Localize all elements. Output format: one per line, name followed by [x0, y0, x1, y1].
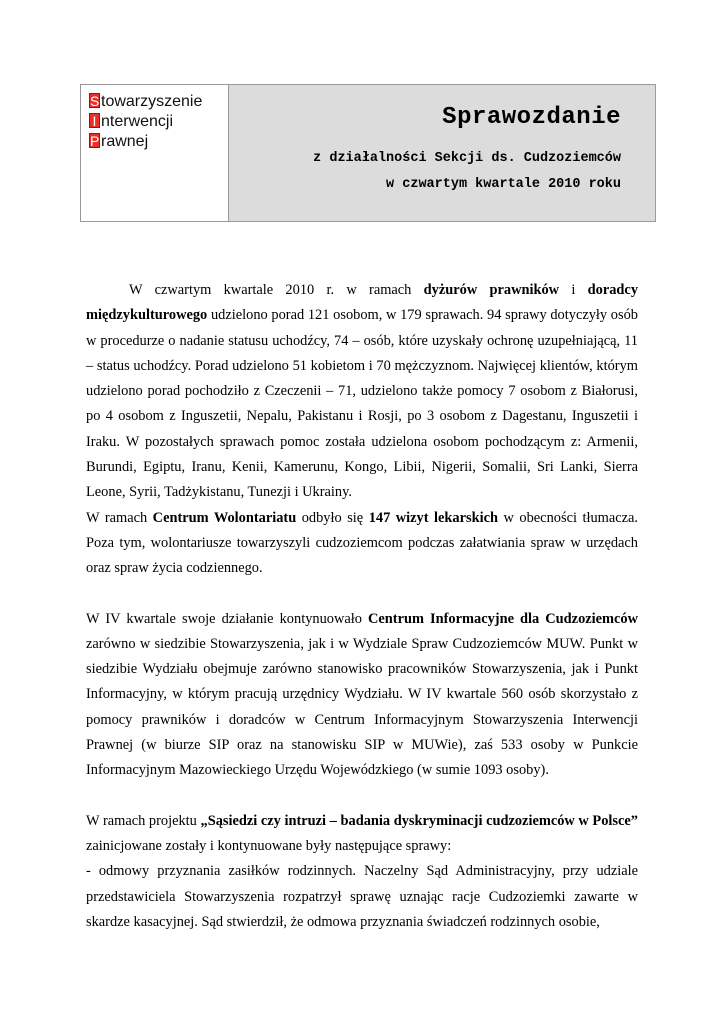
text-span: W ramach projektu [86, 812, 201, 829]
document-header [80, 84, 656, 222]
text-span: W ramach [86, 509, 153, 526]
report-subtitle-1: z działalności Sekcji ds. Cudzoziemców [313, 151, 621, 166]
text-span: i [559, 282, 588, 298]
text-span: udzielono porad 121 osobom, w 179 sprawach. 94 sprawy dotyczyły osób w procedurze o nadanie statusu uchodźcy, 74 – osób, które uzyskały ochronę uzupełniającą, 11 – status uchodźcy. Porad udzielono 51 kobietom i 70 mężczyznom. Najwięcej klientów, którym udzielono porad pochodziło z Czeczenii – 71, udzielono także pomocy 7 osobom z Białorusi, po 4 osobom z Inguszetii, Nepalu, Pakistanu i Rosji, po 3 osobom z Dagestanu, Inguszetii i Iraku. W pozostałych sprawach pomoc została udzielona osobom pochodzącym z: Armenii, Burundi, Egiptu, Iranu, Kenii, Kamerunu, Kongo, Libii, Nigerii, Somalii, Sri Lanki, Sierra Leone, Syrii, Tadżykistanu, Tunezji i Ukrainy. [86, 307, 638, 501]
logo-line-3 [89, 132, 228, 152]
bold-span: 147 wizyt lekarskich [368, 509, 499, 526]
report-title: Sprawozdanie [442, 104, 621, 131]
report-subtitle-2: w czwartym kwartale 2010 roku [386, 177, 621, 192]
text-span: - odmowy przyznania zasiłków rodzinnych. Naczelny Sąd Administracyjny, przy udziale przedstawiciela Stowarzyszenia rozpatrzył sprawę uznając racje Cudzoziemki zawarte w skardze kasacyjnej. Sąd stwierdził, że odmowa przyznania świadczeń rodzinnych osobie, [86, 863, 638, 930]
bold-span: dyżurów prawników [423, 282, 560, 298]
logo-line-2 [89, 112, 228, 132]
text-span: zarówno w siedzibie Stowarzyszenia, jak i w Wydziale Spraw Cudzoziemców MUW. Punkt w siedzibie Wydziału obejmuje zarówno stanowisko pracowników Stowarzyszenia, jak i Punkt Informacyjny, w którym pracują urzędnicy Wydziału. W IV kwartale 560 osób skorzystało z pomocy prawników i doradców w Centrum Informacyjnym Stowarzyszenia Interwencji Prawnej (w biurze SIP oraz na stanowisku SIP w MUWie), zaś 533 osoby w Punkcie Informacyjnym Mazowieckiego Urzędu Wojewódzkiego (w sumie 1093 osoby). [86, 635, 638, 779]
logo-text-1: towarzyszenie [101, 93, 203, 110]
bold-span: Centrum Informacyjne dla Cudzoziemców [368, 610, 638, 627]
organization-logo [81, 85, 229, 221]
paragraph-gap [86, 784, 638, 809]
paragraph-gap [86, 582, 638, 607]
title-block [229, 85, 655, 221]
paragraph-legal-advice [86, 278, 638, 506]
logo-letter-p: P [90, 133, 100, 149]
bold-span: doradcy międzykulturowego [86, 282, 639, 324]
logo-letter-s: S [90, 93, 100, 109]
report-body [86, 278, 638, 935]
logo-text-2: nterwencji [101, 113, 174, 130]
text-span: zainicjowane zostały i kontynuowane były następujące sprawy: [86, 837, 452, 854]
text-span: w obecności tłumacza. Poza tym, wolontariusze towarzyszyli cudzoziemcom podczas załatwiania spraw w urzędach oraz spraw życia codziennego. [86, 509, 638, 577]
paragraph-project [86, 809, 638, 860]
logo-letter-i: I [89, 113, 100, 128]
paragraph-volunteer-centre [86, 506, 638, 582]
paragraph-information-centre [86, 607, 638, 784]
bold-span: „Sąsiedzi czy intruzi – badania dyskryminacji cudzoziemców w Polsce” [200, 812, 638, 829]
text-span: W IV kwartale swoje działanie kontynuowało [86, 610, 369, 627]
text-span: odbyło się [296, 509, 369, 526]
logo-line-1 [89, 92, 228, 112]
paragraph-family-benefits [86, 859, 638, 935]
bold-span: Centrum Wolontariatu [152, 509, 297, 526]
text-span: W czwartym kwartale 2010 r. w ramach [129, 282, 424, 298]
logo-text-3: rawnej [101, 133, 149, 150]
